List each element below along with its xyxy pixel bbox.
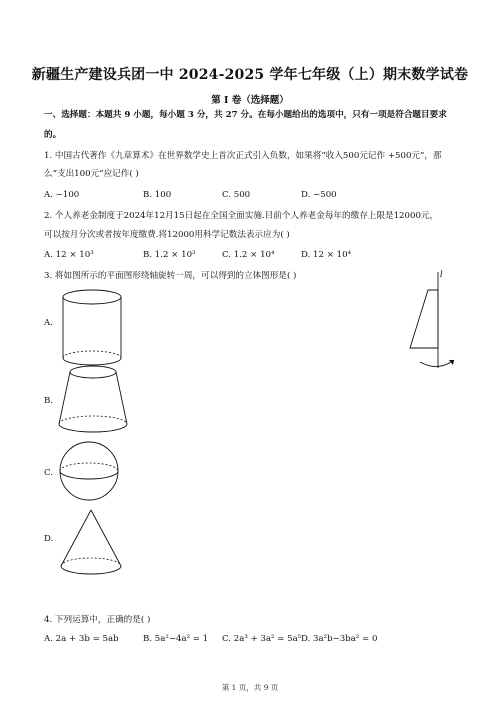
- q1-stem-line1: 1. 中国古代著作《九章算术》在世界数学史上首次正式引入负数，如果将“收入500元记作 +500元”，那: [44, 151, 442, 161]
- q4-option-a[interactable]: A. 2a + 3b = 5ab: [44, 634, 119, 644]
- part-title: 第 I 卷（选择题）: [211, 95, 289, 106]
- q3-option-b[interactable]: B.: [44, 396, 54, 406]
- rotation-arrow-arc: [420, 360, 454, 367]
- q4-option-d[interactable]: D. 3a²b−3ba² = 0: [301, 634, 378, 644]
- page-footer: 第 1 页，共 9 页: [221, 683, 279, 692]
- axis-label: l: [440, 270, 443, 279]
- q3-stem: 3. 将如图所示的平面图形绕轴旋转一周，可以得到的立体图形是( ): [44, 271, 297, 281]
- q2-option-c[interactable]: C. 1.2 × 10⁴: [222, 250, 275, 260]
- rotation-figure: [400, 268, 470, 378]
- q2-stem-line1: 2. 个人养老金制度于2024年12月15日起在全国全面实施.目前个人养老金每年的缴存上限是12000元，: [44, 211, 439, 221]
- q1-option-c[interactable]: C. 500: [222, 190, 251, 200]
- cylinder-figure[interactable]: [60, 288, 126, 368]
- q2-option-b[interactable]: B. 1.2 × 10³: [143, 250, 196, 260]
- cone-figure[interactable]: [58, 508, 124, 580]
- q2-option-d[interactable]: D. 12 × 10⁴: [301, 250, 352, 260]
- q3-option-a[interactable]: A.: [44, 318, 53, 328]
- sphere-figure[interactable]: [58, 440, 120, 502]
- q3-option-c[interactable]: C.: [44, 468, 54, 478]
- section-instructions-line1: 一、选择题：本题共 9 小题，每小题 3 分，共 27 分。在每小题给出的选项中，只有一项是符合题目要求: [44, 110, 447, 120]
- q2-option-a[interactable]: A. 12 × 10³: [44, 250, 94, 260]
- trapezoid-shape: [410, 290, 438, 348]
- q3-option-d[interactable]: D.: [44, 534, 54, 544]
- q1-option-b[interactable]: B. 100: [143, 190, 172, 200]
- q1-option-a[interactable]: A. −100: [44, 190, 80, 200]
- q1-stem-line2: 么“支出100元”应记作( ): [44, 169, 139, 179]
- q1-option-d[interactable]: D. −500: [301, 190, 337, 200]
- q4-option-c[interactable]: C. 2a³ + 3a² = 5a⁵: [222, 634, 302, 644]
- frustum-figure[interactable]: [56, 364, 130, 436]
- section-instructions-line2: 的。: [44, 130, 62, 140]
- exam-title: 新疆生产建设兵团一中 2024-2025 学年七年级（上）期末数学试卷: [31, 67, 469, 83]
- q4-option-b[interactable]: B. 5a²−4a² = 1: [143, 634, 209, 644]
- q4-stem: 4. 下列运算中，正确的是( ): [44, 615, 151, 625]
- q2-stem-line2: 可以按月分次或者按年度缴费.将12000用科学记数法表示应为( ): [44, 230, 290, 240]
